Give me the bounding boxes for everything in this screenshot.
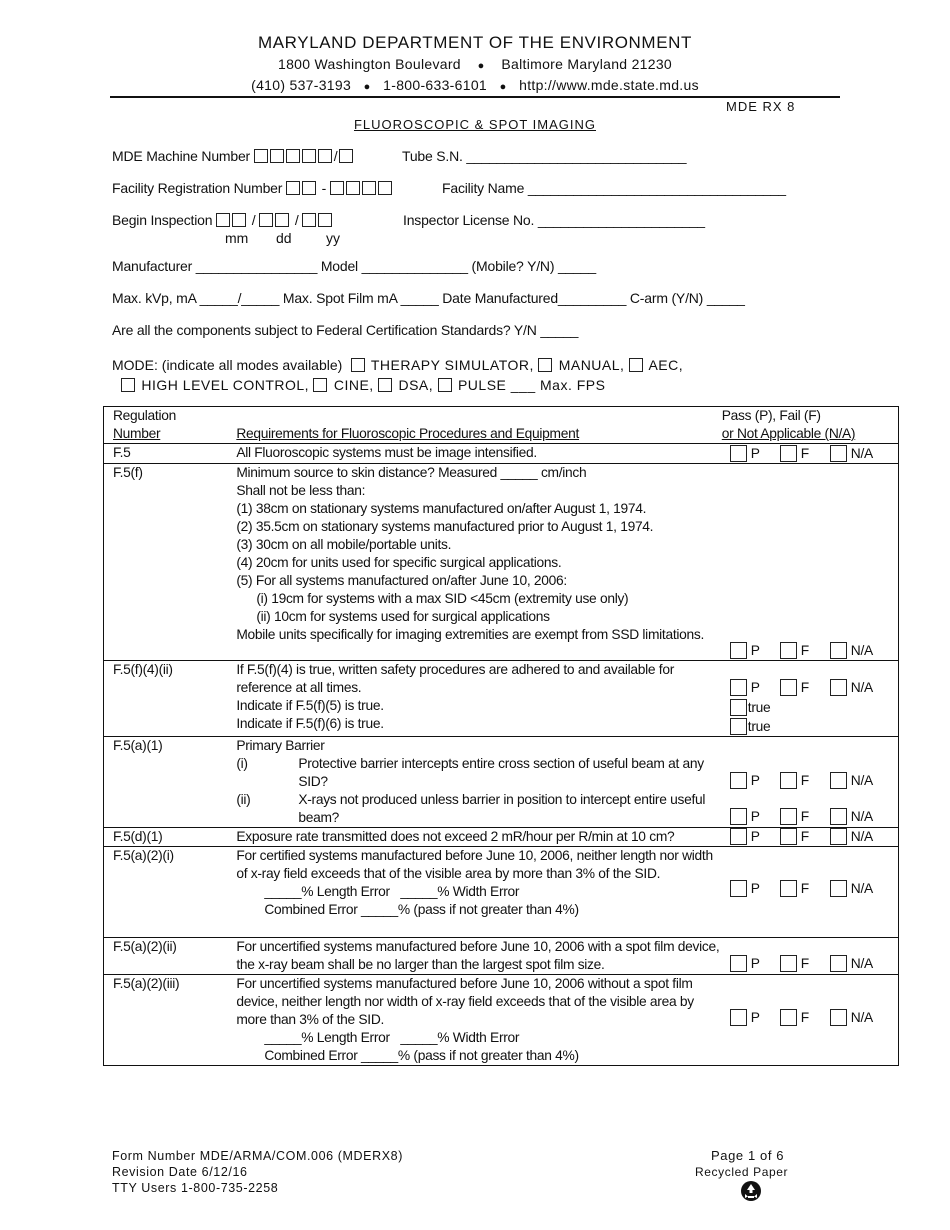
website-link[interactable]: http://www.mde.state.md.us [519, 77, 699, 93]
reg-number: F.5(a)(1) [104, 737, 237, 828]
requirement-text: For uncertified systems manufactured before June 10, 2006 with a spot film device, the x-ray beam shall be no larger than the largest spot film size. [236, 938, 721, 975]
header-reg-number [104, 407, 237, 444]
requirement-line: If F.5(f)(4) is true, written safety procedures are adhered to and available for reference at all times. [236, 662, 674, 695]
na-checkbox[interactable] [830, 772, 847, 789]
facility-reg-box[interactable] [330, 181, 344, 195]
requirement-text [236, 464, 721, 661]
tty-number: TTY Users 1-800-735-2258 [112, 1181, 279, 1195]
recycle-icon [740, 1180, 762, 1202]
page-number: Page 1 of 6 [711, 1148, 785, 1163]
na-checkbox[interactable] [830, 880, 847, 897]
pass-checkbox[interactable] [730, 880, 747, 897]
requirement-line: (4) 20cm for units used for specific surgical applications. [236, 555, 562, 570]
mode-pulse-checkbox[interactable] [438, 378, 452, 392]
item-text: X-rays not produced unless barrier in position to intercept entire useful beam? [298, 792, 706, 825]
pass-fail-options [730, 808, 873, 826]
mode-manual-checkbox[interactable] [538, 358, 552, 372]
requirement-text: Exposure rate transmitted does not exceed 2 mR/hour per R/min at 10 cm? [236, 828, 721, 847]
pass-checkbox[interactable] [730, 1009, 747, 1026]
fail-label: F [800, 773, 809, 788]
true-label: true [747, 719, 771, 734]
requirement-item [236, 755, 721, 791]
na-checkbox[interactable] [830, 828, 847, 845]
slash: / [251, 212, 256, 228]
mode-dsa-checkbox[interactable] [378, 378, 392, 392]
header-requirements [236, 407, 721, 444]
pass-fail-cell [722, 737, 899, 828]
requirement-line: Shall not be less than: [236, 483, 366, 498]
na-label: N/A [850, 809, 873, 824]
pass-label: P [750, 829, 760, 844]
date-box[interactable] [232, 213, 246, 227]
manufacturer-row[interactable]: Manufacturer ________________ Model ______________ (Mobile? Y/N) _____ [112, 258, 596, 274]
machine-number-box[interactable] [286, 149, 300, 163]
date-box[interactable] [318, 213, 332, 227]
footer-left [112, 1148, 403, 1196]
mode-manual-label: MANUAL, [558, 357, 625, 373]
machine-number-box[interactable] [302, 149, 316, 163]
pass-fail-options [730, 642, 873, 660]
pass-checkbox[interactable] [730, 772, 747, 789]
na-label: N/A [850, 881, 873, 896]
pass-fail-cell [722, 464, 899, 661]
requirement-text [236, 737, 721, 828]
fail-label: F [800, 829, 809, 844]
na-label: N/A [850, 1010, 873, 1025]
dd-label: dd [276, 230, 292, 246]
requirement-line: Indicate if F.5(f)(5) is true. [236, 698, 384, 713]
pass-label: P [750, 773, 760, 788]
reg-number: F.5(a)(2)(i) [104, 847, 237, 938]
fail-checkbox[interactable] [780, 445, 797, 462]
requirement-text: All Fluoroscopic systems must be image intensified. [236, 444, 721, 464]
header-pass-fail [722, 407, 899, 444]
true-checkbox[interactable] [730, 718, 747, 735]
machine-number-box[interactable] [339, 149, 353, 163]
bullet-icon: ● [363, 81, 371, 93]
mode-therapy-checkbox[interactable] [351, 358, 365, 372]
reg-number: F.5 [104, 444, 237, 464]
pass-label: P [750, 643, 760, 658]
reg-number: F.5(f) [104, 464, 237, 661]
fail-label: F [800, 1010, 809, 1025]
form-number: Form Number MDE/ARMA/COM.006 (MDERX8) [112, 1149, 403, 1163]
machine-number-box[interactable] [318, 149, 332, 163]
fail-checkbox[interactable] [780, 808, 797, 825]
fail-checkbox[interactable] [780, 955, 797, 972]
regulation-table [103, 406, 899, 1066]
requirement-text [236, 847, 721, 938]
inspector-license-field[interactable]: Inspector License No. ______________________ [403, 212, 705, 228]
table-row [104, 444, 899, 464]
pass-fail-cell [722, 938, 899, 975]
requirement-line: (3) 30cm on all mobile/portable units. [236, 537, 452, 552]
pass-label: P [750, 1010, 760, 1025]
requirement-line: (2) 35.5cm on stationary systems manufactured prior to August 1, 1974. [236, 519, 654, 534]
requirement-line: Indicate if F.5(f)(6) is true. [236, 716, 384, 731]
fail-label: F [800, 881, 809, 896]
combined-error-field[interactable]: Combined Error _____% (pass if not greater than 4%) [264, 1048, 579, 1063]
city: Baltimore Maryland 21230 [501, 56, 672, 72]
na-label: N/A [850, 956, 873, 971]
bullet-icon: ● [499, 81, 507, 93]
pass-checkbox[interactable] [730, 828, 747, 845]
table-row [104, 828, 899, 847]
fail-checkbox[interactable] [780, 880, 797, 897]
requirement-line: For certified systems manufactured before June 10, 2006, neither length nor width of x-ray field exceeds that of the visible area by more than 3% of the SID. [236, 848, 713, 881]
mode-hlc-checkbox[interactable] [121, 378, 135, 392]
table-row [104, 661, 899, 737]
requirement-line: (1) 38cm on stationary systems manufactured on/after August 1, 1974. [236, 501, 647, 516]
mode-label: MODE: (indicate all modes available) [112, 357, 343, 373]
na-label: N/A [850, 643, 873, 658]
item-text: Protective barrier intercepts entire cross section of useful beam at any SID? [298, 756, 704, 789]
reg-number: F.5(d)(1) [104, 828, 237, 847]
fail-checkbox[interactable] [780, 679, 797, 696]
requirement-line: For uncertified systems manufactured before June 10, 2006 without a spot film device, neither length nor width of x-ray field exceeds that of the visible area by more than 3% of the SID. [236, 976, 694, 1027]
mode-dsa-label: DSA, [398, 377, 434, 393]
fail-label: F [800, 643, 809, 658]
pass-fail-options [730, 1009, 873, 1027]
reg-number: F.5(f)(4)(ii) [104, 661, 237, 737]
reg-number: F.5(a)(2)(ii) [104, 938, 237, 975]
form-code: MDE RX 8 [726, 99, 796, 114]
recycled-paper: Recycled Paper [695, 1165, 789, 1179]
table-row [104, 938, 899, 975]
error-fields[interactable]: _____% Length Error _____% Width Error [264, 884, 520, 899]
begin-inspection-label: Begin Inspection [112, 212, 213, 228]
facility-reg-label: Facility Registration Number [112, 180, 283, 196]
yy-label: yy [326, 230, 340, 246]
requirement-line: (i) 19cm for systems with a max SID <45cm (extremity use only) [256, 591, 629, 606]
pass-checkbox[interactable] [730, 808, 747, 825]
pass-checkbox[interactable] [730, 679, 747, 696]
machine-number-row [112, 148, 355, 164]
slash: / [333, 148, 338, 164]
pass-label: P [750, 956, 760, 971]
header-text: Regulation [113, 408, 176, 423]
kvp-row[interactable]: Max. kVp, mA _____/_____ Max. Spot Film mA _____ Date Manufactured_________ C-arm (Y/N) _____ [112, 290, 745, 306]
requirement-line: Minimum source to skin distance? Measured _____ cm/inch [236, 465, 587, 480]
machine-number-label: MDE Machine Number [112, 148, 250, 164]
pass-checkbox[interactable] [730, 445, 747, 462]
facility-reg-box[interactable] [362, 181, 376, 195]
requirement-line: Mobile units specifically for imaging extremities are exempt from SSD limitations. [236, 627, 704, 642]
requirement-line: (5) For all systems manufactured on/after June 10, 2006: [236, 573, 567, 588]
facility-reg-row [112, 180, 394, 196]
facility-reg-box[interactable] [286, 181, 300, 195]
facility-reg-box[interactable] [346, 181, 360, 195]
pass-label: P [750, 680, 760, 695]
mode-cine-checkbox[interactable] [313, 378, 327, 392]
pass-checkbox[interactable] [730, 642, 747, 659]
error-fields[interactable]: _____% Length Error _____% Width Error [264, 1030, 520, 1045]
requirement-line: Primary Barrier [236, 738, 325, 753]
mode-aec-checkbox[interactable] [629, 358, 643, 372]
true-checkbox[interactable] [730, 699, 747, 716]
pass-fail-options [730, 828, 873, 846]
header-text: Requirements for Fluoroscopic Procedures and Equipment [236, 426, 580, 441]
true-option [730, 699, 771, 717]
pass-fail-options [730, 679, 873, 697]
combined-error-field[interactable]: Combined Error _____% (pass if not greater than 4%) [264, 902, 579, 917]
pass-label: P [750, 809, 760, 824]
date-box[interactable] [259, 213, 273, 227]
mm-label: mm [225, 230, 249, 246]
pass-fail-options [730, 445, 873, 463]
requirement-line: (ii) 10cm for systems used for surgical applications [256, 609, 550, 624]
revision-date: Revision Date 6/12/16 [112, 1165, 248, 1179]
begin-inspection-row [112, 212, 334, 228]
na-checkbox[interactable] [830, 642, 847, 659]
pass-fail-cell [722, 661, 899, 737]
header-text: or Not Applicable (N/A) [721, 426, 856, 441]
pass-fail-cell [722, 828, 899, 847]
item-number: (ii) [236, 792, 251, 807]
requirement-text [236, 975, 721, 1066]
phone-2: 1-800-633-6101 [383, 77, 487, 93]
date-box[interactable] [275, 213, 289, 227]
date-box[interactable] [302, 213, 316, 227]
header-text: Number [113, 426, 161, 441]
mode-hlc-label: HIGH LEVEL CONTROL, [141, 377, 310, 393]
street: 1800 Washington Boulevard [278, 56, 461, 72]
mode-row-1 [112, 357, 683, 373]
fail-label: F [800, 446, 809, 461]
na-checkbox[interactable] [830, 679, 847, 696]
table-row [104, 975, 899, 1066]
na-label: N/A [850, 829, 873, 844]
pass-checkbox[interactable] [730, 955, 747, 972]
na-checkbox[interactable] [830, 955, 847, 972]
pass-fail-cell [722, 847, 899, 938]
table-row [104, 737, 899, 828]
na-label: N/A [850, 680, 873, 695]
machine-number-box[interactable] [270, 149, 284, 163]
facility-name-field[interactable]: Facility Name __________________________________ [442, 180, 786, 196]
pass-fail-options [730, 955, 873, 973]
reg-number: F.5(a)(2)(iii) [104, 975, 237, 1066]
contact-line [0, 77, 950, 93]
pass-label: P [750, 881, 760, 896]
mode-aec-label: AEC, [648, 357, 684, 373]
na-checkbox[interactable] [830, 445, 847, 462]
item-number: (i) [236, 756, 248, 771]
na-checkbox[interactable] [830, 1009, 847, 1026]
pass-fail-options [730, 880, 873, 898]
pass-fail-cell [722, 444, 899, 464]
pass-fail-cell [722, 975, 899, 1066]
slash: / [294, 212, 299, 228]
table-row [104, 464, 899, 661]
pass-label: P [750, 446, 760, 461]
mode-therapy-label: THERAPY SIMULATOR, [370, 357, 534, 373]
na-checkbox[interactable] [830, 808, 847, 825]
dash: - [321, 180, 327, 196]
phone-1: (410) 537-3193 [251, 77, 352, 93]
form-title: FLUOROSCOPIC & SPOT IMAGING [353, 117, 596, 132]
requirement-item [236, 791, 721, 827]
bullet-icon: ● [477, 60, 485, 72]
fail-checkbox[interactable] [780, 828, 797, 845]
address-line [0, 56, 950, 72]
fail-label: F [800, 680, 809, 695]
requirement-text [236, 661, 721, 737]
mode-row-2 [121, 377, 605, 393]
true-label: true [747, 700, 771, 715]
fail-checkbox[interactable] [780, 1009, 797, 1026]
fed-cert-row[interactable]: Are all the components subject to Federal Certification Standards? Y/N _____ [112, 322, 579, 338]
table-row [104, 847, 899, 938]
na-label: N/A [850, 773, 873, 788]
fail-label: F [800, 956, 809, 971]
facility-reg-box[interactable] [378, 181, 392, 195]
fail-checkbox[interactable] [780, 772, 797, 789]
fail-checkbox[interactable] [780, 642, 797, 659]
machine-number-box[interactable] [254, 149, 268, 163]
header-text: Pass (P), Fail (F) [721, 408, 821, 423]
tube-sn-field[interactable]: Tube S.N. _____________________________ [402, 148, 687, 164]
na-label: N/A [850, 446, 873, 461]
true-option [730, 718, 771, 736]
mode-pulse-label: PULSE ___ Max. FPS [457, 377, 606, 393]
table-header-row [104, 407, 899, 444]
pass-fail-options [730, 772, 873, 790]
facility-reg-box[interactable] [302, 181, 316, 195]
org-name: MARYLAND DEPARTMENT OF THE ENVIRONMENT [257, 33, 692, 52]
fail-label: F [800, 809, 809, 824]
mode-cine-label: CINE, [333, 377, 374, 393]
date-box[interactable] [216, 213, 230, 227]
header-divider [110, 96, 840, 98]
